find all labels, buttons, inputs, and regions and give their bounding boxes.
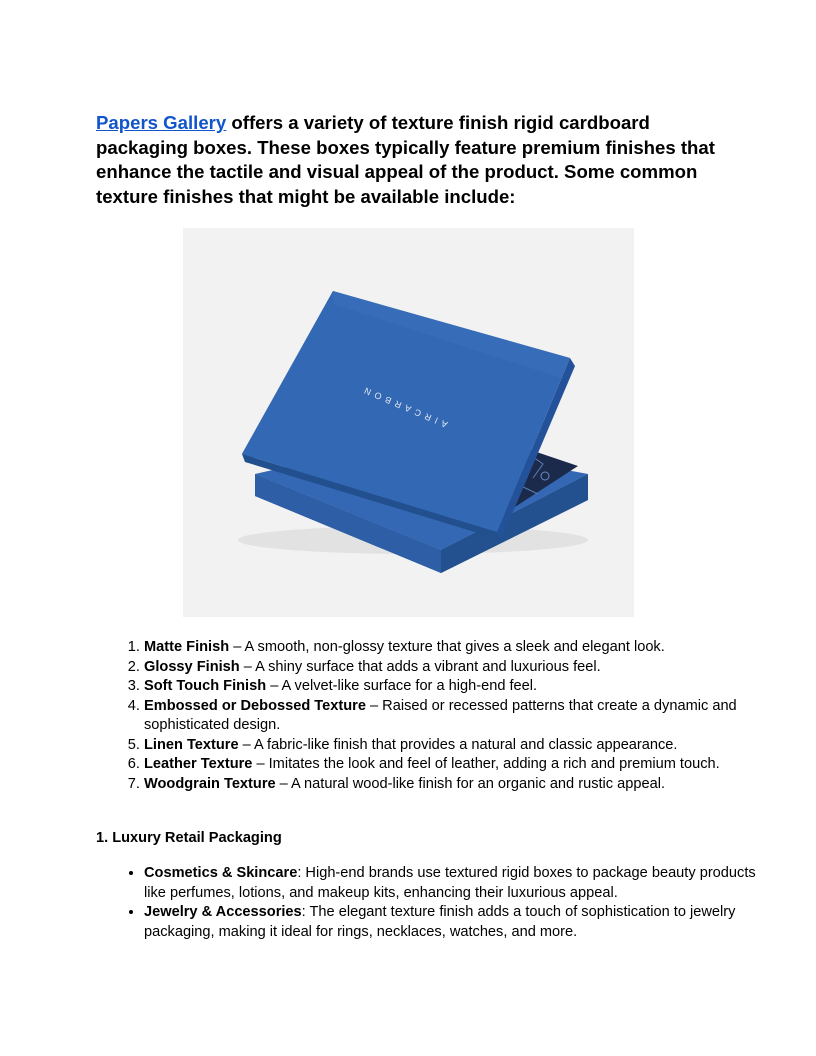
finish-desc: – A smooth, non-glossy texture that gives a sleek and elegant look. bbox=[229, 639, 665, 655]
finish-name: Embossed or Debossed Texture bbox=[144, 697, 366, 714]
finish-desc: – A natural wood-like finish for an organic and rustic appeal. bbox=[275, 775, 666, 792]
use-desc: : The elegant texture finish adds a touch of sophistication to jewelry packaging, making it ideal for rings, necklaces, watches, and more. bbox=[144, 904, 736, 940]
intro-paragraph bbox=[96, 111, 726, 209]
list-item bbox=[144, 755, 774, 775]
list-item bbox=[144, 697, 774, 736]
finish-name: Linen Texture bbox=[144, 736, 239, 753]
list-item bbox=[144, 638, 774, 658]
list-item bbox=[144, 677, 774, 697]
packaging-uses-list bbox=[96, 864, 774, 942]
list-item bbox=[144, 864, 774, 903]
texture-finishes-list bbox=[96, 638, 774, 794]
finish-name: Matte Finish bbox=[144, 639, 230, 655]
section-heading: 1. Luxury Retail Packaging bbox=[96, 830, 282, 846]
use-desc: : High-end brands use textured rigid boxes to package beauty products like perfumes, lotions, and makeup kits, enhancing their luxurious appeal. bbox=[144, 865, 756, 901]
papers-gallery-link[interactable]: Papers Gallery bbox=[96, 112, 227, 133]
list-item bbox=[144, 903, 774, 942]
finish-desc: – A fabric-like finish that provides a natural and classic appearance. bbox=[238, 736, 678, 753]
intro-text: offers a variety of texture finish rigid cardboard packaging boxes. These boxes typically feature premium finishes that enhance the tactile and visual appeal of the product. Some common texture finishes that might be available include: bbox=[96, 112, 715, 207]
list-item bbox=[144, 775, 774, 795]
finish-desc: – A velvet-like surface for a high-end feel. bbox=[266, 678, 538, 694]
finish-name: Soft Touch Finish bbox=[144, 678, 267, 694]
use-name: Cosmetics & Skincare bbox=[144, 865, 298, 881]
list-item bbox=[144, 658, 774, 678]
finish-desc: – A shiny surface that adds a vibrant and luxurious feel. bbox=[239, 658, 601, 675]
finish-desc: – Imitates the look and feel of leather, adding a rich and premium touch. bbox=[252, 756, 720, 772]
finish-name: Glossy Finish bbox=[144, 658, 240, 675]
use-name: Jewelry & Accessories bbox=[144, 904, 302, 920]
finish-name: Woodgrain Texture bbox=[144, 775, 276, 792]
finish-desc: – Raised or recessed patterns that create a dynamic and sophisticated design. bbox=[144, 697, 737, 733]
finish-name: Leather Texture bbox=[144, 756, 253, 772]
product-image bbox=[183, 228, 634, 617]
blue-rigid-box-illustration bbox=[183, 228, 634, 617]
lid-brand-text: AIRCARBON bbox=[358, 383, 450, 430]
list-item bbox=[144, 736, 774, 756]
